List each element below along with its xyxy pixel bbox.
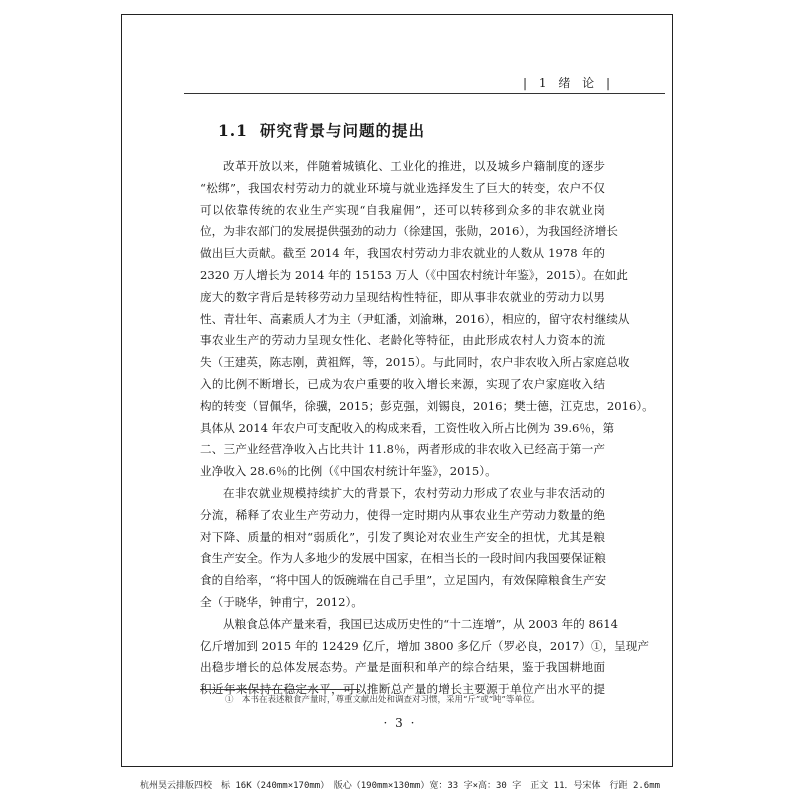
text-line: 积近年来保持在稳定水平，可以推断总产量的增长主要源于单位产出水平的提 bbox=[200, 682, 605, 697]
text-line: 做出巨大贡献。截至 2014 年，我国农村劳动力非农就业的人数从 1978 年的 bbox=[200, 246, 605, 261]
text-line: 构的转变（冒佩华，徐骥，2015；彭克强，刘锡良，2016；樊士德，江克忠，2016）。 bbox=[200, 398, 654, 413]
text-line: 庞大的数字背后是转移劳动力呈现结构性特征，即从事非农就业的劳动力以男 bbox=[200, 289, 605, 304]
text-line: 2320 万人增长为 2014 年的 15153 万人（《中国农村统计年鉴》，2015）。在如此 bbox=[200, 267, 628, 282]
text-line: 具体从 2014 年农户可支配收入的构成来看，工资性收入所占比例为 39.6％，第 bbox=[200, 420, 615, 435]
header-rule bbox=[184, 93, 665, 94]
text-line: “松绑”，我国农村劳动力的就业环境与就业选择发生了巨大的转变，农户不仅 bbox=[200, 180, 605, 195]
text-line: 可以依靠传统的农业生产实现“自我雇佣”，还可以转移到众多的非农就业岗 bbox=[200, 202, 605, 217]
text-line: 食的自给率，“将中国人的饭碗端在自己手里”，立足国内，有效保障粮食生产安 bbox=[200, 573, 607, 588]
section-heading bbox=[218, 119, 425, 141]
text-line: 从粮食总体产量来看，我国已达成历史性的“十二连增”，从 2003 年的 8614 bbox=[223, 616, 618, 631]
text-line: 食生产安全。作为人多地少的发展中国家，在相当长的一段时间内我国要保证粮 bbox=[200, 551, 606, 566]
footnote-rule bbox=[200, 689, 360, 690]
text-line: 入的比例不断增长，已成为农户重要的收入增长来源，实现了农户家庭收入结 bbox=[200, 376, 605, 391]
section-title: 研究背景与问题的提出 bbox=[259, 121, 425, 140]
text-line: 亿斤增加到 2015 年的 12429 亿斤，增加 3800 多亿斤（罗必良，2017）①，呈现产 bbox=[200, 638, 649, 653]
text-line: 出稳步增长的总体发展态势。产量是面积和单产的综合结果，鉴于我国耕地面 bbox=[200, 660, 605, 675]
text-line: 业净收入 28.6％的比例（《中国农村统计年鉴》，2015）。 bbox=[200, 464, 497, 479]
footnote: ① 本书在表述粮食产量时，尊重文献出处和调查对习惯，采用“斤”或“吨”等单位。 bbox=[225, 695, 540, 705]
text-line: 对下降、质量的相对“弱质化”，引发了舆论对农业生产安全的担忧，尤其是粮 bbox=[200, 529, 605, 544]
page-number: · 3 · bbox=[383, 716, 417, 730]
text-line: 分流，稀释了农业生产劳动力，使得一定时期内从事农业生产劳动力数量的绝 bbox=[200, 507, 605, 522]
text-line: 事农业生产的劳动力呈现女性化、老龄化等特征，由此形成农村人力资本的流 bbox=[200, 333, 605, 348]
text-line: 在非农就业规模持续扩大的背景下，农村劳动力形成了农业与非农活动的 bbox=[223, 485, 605, 500]
text-line: 改革开放以来，伴随着城镇化、工业化的推进，以及城乡户籍制度的逐步 bbox=[223, 159, 605, 173]
section-number: 1.1 bbox=[218, 121, 248, 140]
text-line: 位，为非农部门的发展提供强劲的动力（徐建国，张勋，2016），为我国经济增长 bbox=[200, 224, 618, 239]
text-line: 二、三产业经营净收入占比共计 11.8％，两者形成的非农收入已经高于第一产 bbox=[200, 442, 605, 457]
text-line: 失（王建英，陈志刚，黄祖辉，等，2015）。与此同时，农户非农收入所占家庭总收 bbox=[200, 355, 630, 370]
printer-info: 杭州昊云排版四校 标 16K（240mm×170mm） 版心（190mm×130mm）宽：33 字×高：30 字 正文 11．号宋体 行距 2.6mm bbox=[139, 781, 661, 791]
text-line: 性、青壮年、高素质人才为主（尹虹潘，刘渝琳，2016），相应的，留守农村继续从 bbox=[200, 311, 630, 326]
running-header: | 1 绪 论 | bbox=[523, 76, 614, 90]
text-line: 全（于晓华，钟甫宁，2012）。 bbox=[200, 594, 363, 609]
body-text bbox=[200, 156, 654, 701]
